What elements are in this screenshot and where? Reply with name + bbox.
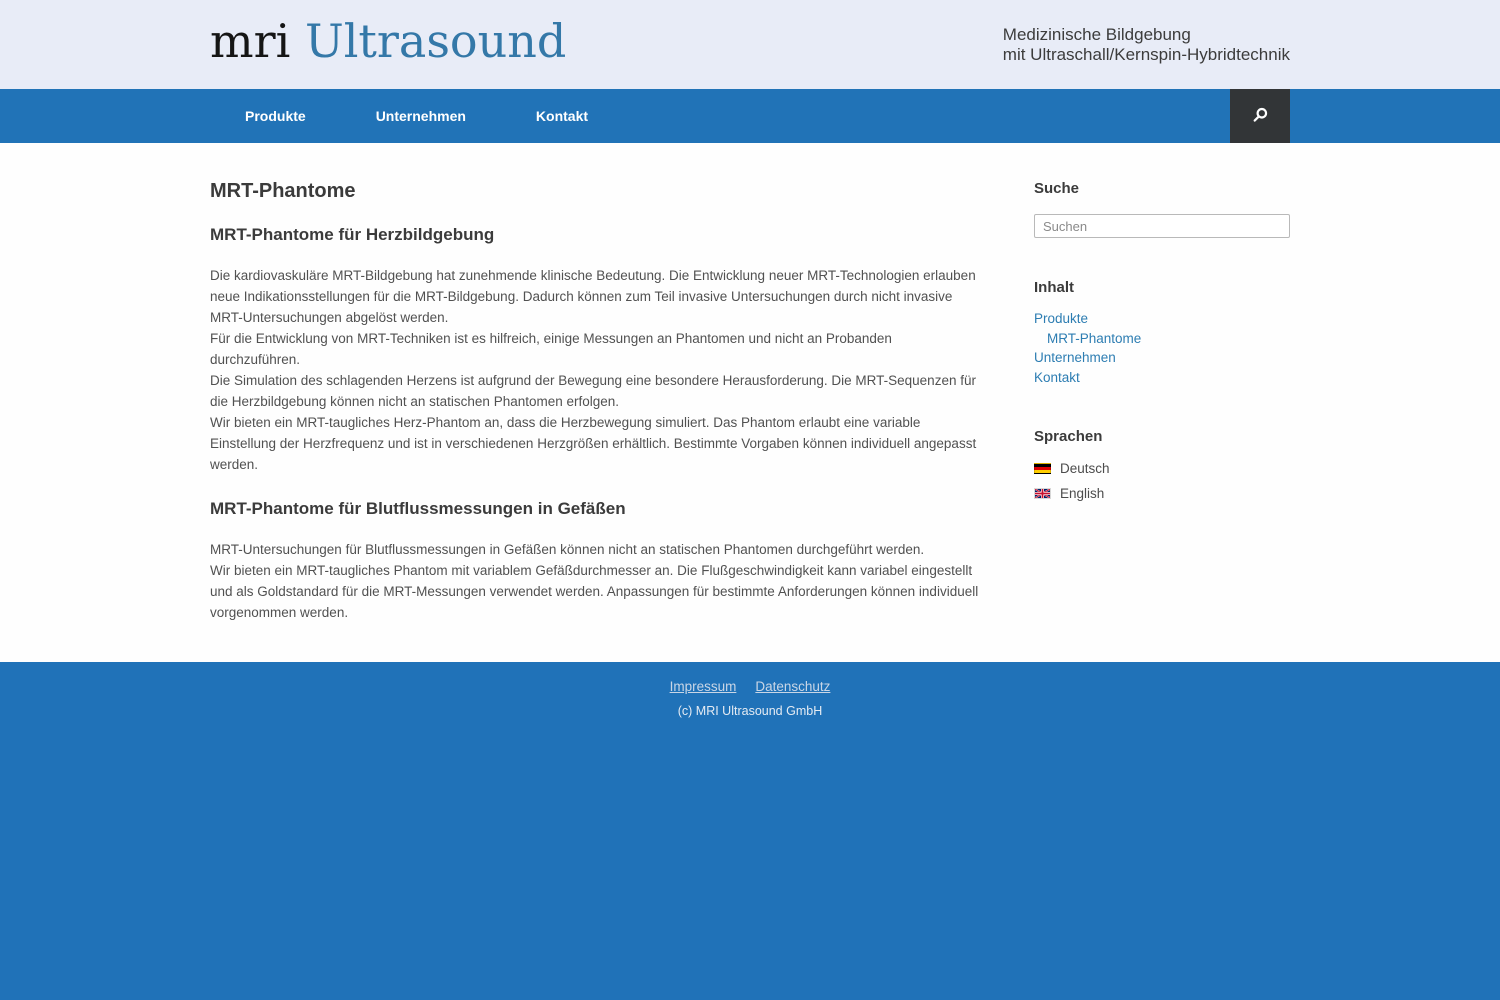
paragraph-line: Wir bieten ein MRT-taugliches Herz-Phantom an, dass die Herzbewegung simuliert. Das Phantom erlaubt eine variable Einstellung der Herzfrequenz und ist in verschiedenen Herzgrößen erhältlich. Bestimmte Vorgaben können individuell angepasst werden. — [210, 415, 977, 472]
uk-flag-icon — [1034, 488, 1051, 499]
sidebar — [1034, 143, 1290, 662]
tagline-line-1: Medizinische Bildgebung — [1002, 25, 1191, 44]
language-list — [1034, 461, 1290, 501]
nav-item-produkte[interactable]: Produkte — [245, 108, 306, 124]
main-content — [210, 143, 980, 662]
paragraph-line: MRT-Untersuchungen für Blutflussmessungen in Gefäßen können nicht an statischen Phantomen durchgeführt werden. — [210, 542, 925, 557]
section-paragraph — [210, 265, 980, 475]
language-label: English — [1060, 486, 1105, 502]
nav-item-kontakt[interactable]: Kontakt — [535, 108, 589, 124]
site-tagline — [1003, 25, 1290, 64]
section-paragraph — [210, 539, 980, 623]
main-nav — [0, 89, 1500, 143]
tagline-line-2: mit Ultraschall/Kernspin-Hybridtechnik — [1002, 44, 1290, 64]
section-heading: MRT-Phantome für Blutflussmessungen in Gefäßen — [210, 499, 626, 518]
sidebar-link-kontakt[interactable]: Kontakt — [1034, 369, 1080, 385]
site-logo[interactable] — [210, 12, 566, 70]
site-footer — [0, 662, 1500, 1000]
footer-links — [0, 679, 1500, 694]
copyright-text: (c) MRI Ultrasound GmbH — [677, 704, 823, 718]
language-item-english[interactable] — [1034, 486, 1290, 501]
logo-text-mri: mri — [210, 14, 291, 68]
sidebar-link-mrt-phantome[interactable]: MRT-Phantome — [1047, 330, 1142, 346]
language-label: Deutsch — [1060, 461, 1110, 477]
paragraph-line: Wir bieten ein MRT-taugliches Phantom mit variablem Gefäßdurchmesser an. Die Flußgeschwindigkeit kann variabel eingestellt und als Goldstandard für die MRT-Messungen verwendet werden. Anpassungen für bestimmte Anforderungen können individuell vorgenommen werden. — [210, 563, 979, 620]
search-icon — [1249, 105, 1271, 127]
germany-flag-icon — [1034, 463, 1051, 474]
section-blutflussmessungen — [210, 500, 980, 623]
content-band — [0, 143, 1500, 662]
site-header — [0, 0, 1500, 89]
list-item — [1034, 309, 1290, 329]
list-item — [1034, 368, 1290, 388]
footer-link-impressum[interactable]: Impressum — [669, 679, 737, 694]
paragraph-line: Die Simulation des schlagenden Herzens ist aufgrund der Bewegung eine besondere Herausforderung. Die MRT-Sequenzen für die Herzbildgebung können nicht an statischen Phantomen erfolgen. — [210, 373, 976, 409]
footer-link-datenschutz[interactable]: Datenschutz — [755, 679, 831, 694]
language-item-deutsch[interactable] — [1034, 461, 1290, 476]
section-herzbildgebung — [210, 226, 980, 475]
list-item — [1034, 348, 1290, 368]
section-heading: MRT-Phantome für Herzbildgebung — [210, 225, 495, 244]
search-input[interactable] — [1034, 214, 1290, 238]
search-button[interactable] — [1230, 89, 1290, 143]
page-title: MRT-Phantome — [210, 180, 356, 202]
sidebar-heading-sprachen: Sprachen — [1034, 428, 1103, 446]
sidebar-heading-suche: Suche — [1034, 180, 1080, 197]
content-links-list — [1034, 309, 1290, 387]
nav-item-unternehmen[interactable]: Unternehmen — [375, 108, 466, 124]
list-item — [1034, 329, 1290, 349]
sidebar-link-unternehmen[interactable]: Unternehmen — [1034, 350, 1116, 366]
sidebar-heading-inhalt: Inhalt — [1034, 279, 1074, 296]
paragraph-line: Die kardiovaskuläre MRT-Bildgebung hat zunehmende klinische Bedeutung. Die Entwicklung neuer MRT-Technologien erlauben neue Indikationsstellungen für die MRT-Bildgebung. Dadurch können zum Teil invasive Untersuchungen durch nicht invasive MRT-Untersuchungen abgelöst werden. — [210, 268, 976, 325]
sidebar-link-produkte[interactable]: Produkte — [1034, 311, 1089, 326]
paragraph-line: Für die Entwicklung von MRT-Techniken ist es hilfreich, einige Messungen an Phantomen und nicht an Probanden durchzuführen. — [210, 331, 892, 367]
logo-text-ultrasound: Ultrasound — [290, 14, 567, 68]
